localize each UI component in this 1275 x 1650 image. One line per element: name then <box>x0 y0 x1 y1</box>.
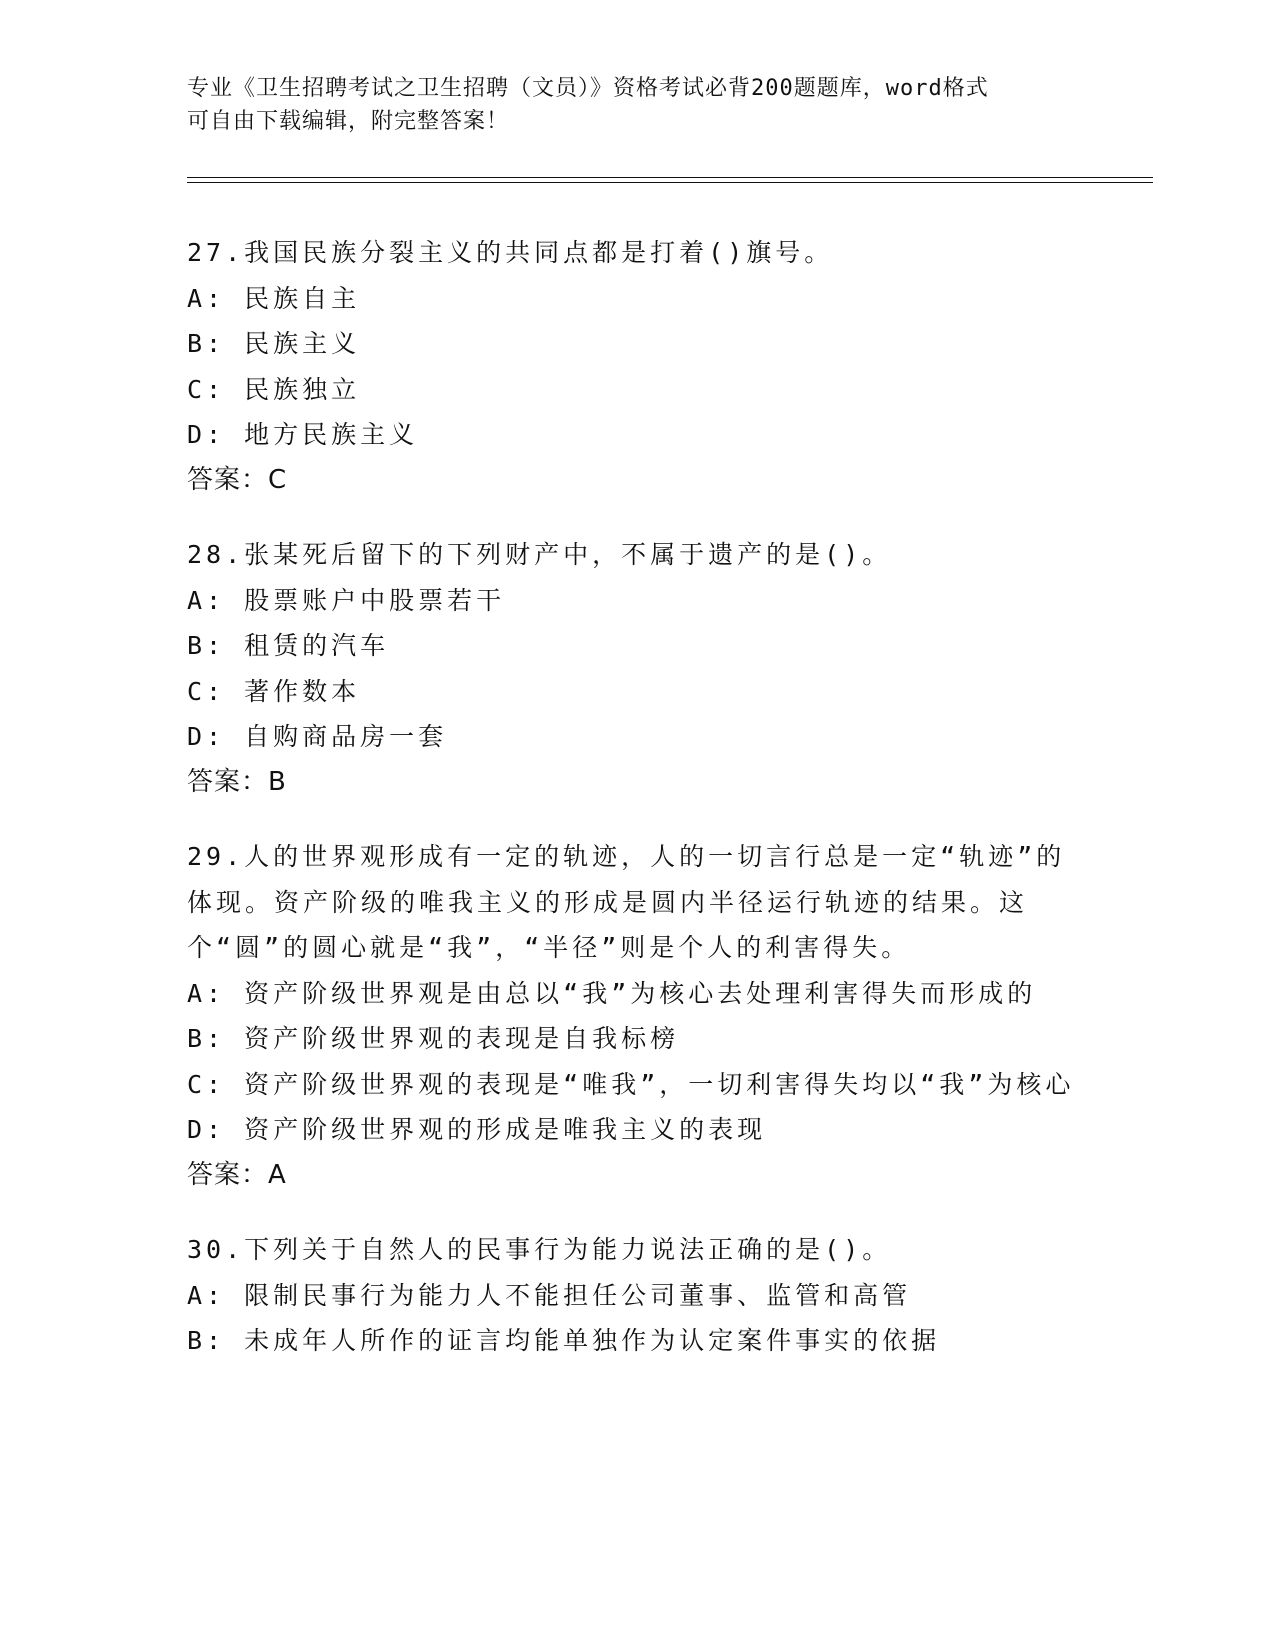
option-b: B: 民族主义 <box>187 329 361 358</box>
answer-label: 答案：A <box>187 1159 287 1190</box>
option-a: A: 资产阶级世界观是由总以“我”为核心去处理利害得失而形成的 <box>187 978 1037 1008</box>
question-list <box>187 230 1087 1393</box>
question-item <box>187 1227 1087 1364</box>
option-b: B: 未成年人所作的证言均能单独作为认定案件事实的依据 <box>187 1326 941 1355</box>
option-a: A: 民族自主 <box>187 283 361 313</box>
question-stem: 29.人的世界观形成有一定的轨迹，人的一切言行总是一定“轨迹”的体现。资产阶级的唯我主义的形成是圆内半径运行轨迹的结果。这个“圆”的圆心就是“我”，“半径”则是个人的利害得失。 <box>187 842 1066 962</box>
document-header <box>187 72 1087 138</box>
header-line-1: 专业《卫生招聘考试之卫生招聘（文员）》资格考试必背200题题库，word格式 <box>187 76 989 101</box>
question-item <box>187 230 1087 503</box>
option-d: D: 地方民族主义 <box>187 420 419 449</box>
option-a: A: 限制民事行为能力人不能担任公司董事、监管和高管 <box>187 1280 912 1310</box>
option-d: D: 资产阶级世界观的形成是唯我主义的表现 <box>187 1115 767 1144</box>
question-stem: 28.张某死后留下的下列财产中，不属于遗产的是()。 <box>187 540 892 569</box>
header-divider-top <box>187 177 1153 178</box>
answer-label: 答案：B <box>187 766 287 797</box>
option-b: B: 资产阶级世界观的表现是自我标榜 <box>187 1024 680 1053</box>
option-c: C: 民族独立 <box>187 374 361 404</box>
option-a: A: 股票账户中股票若干 <box>187 585 506 615</box>
header-line-2: 可自由下载编辑，附完整答案！ <box>187 109 510 134</box>
answer-label: 答案：C <box>187 464 288 495</box>
header-divider-bottom <box>187 182 1153 183</box>
option-b: B: 租赁的汽车 <box>187 631 390 660</box>
question-stem: 27.我国民族分裂主义的共同点都是打着()旗号。 <box>187 238 834 267</box>
option-c: C: 资产阶级世界观的表现是“唯我”，一切利害得失均以“我”为核心 <box>187 1069 1075 1099</box>
option-c: C: 著作数本 <box>187 676 361 706</box>
option-d: D: 自购商品房一套 <box>187 722 448 751</box>
question-item <box>187 834 1087 1198</box>
question-stem: 30.下列关于自然人的民事行为能力说法正确的是()。 <box>187 1235 892 1264</box>
question-item <box>187 532 1087 805</box>
